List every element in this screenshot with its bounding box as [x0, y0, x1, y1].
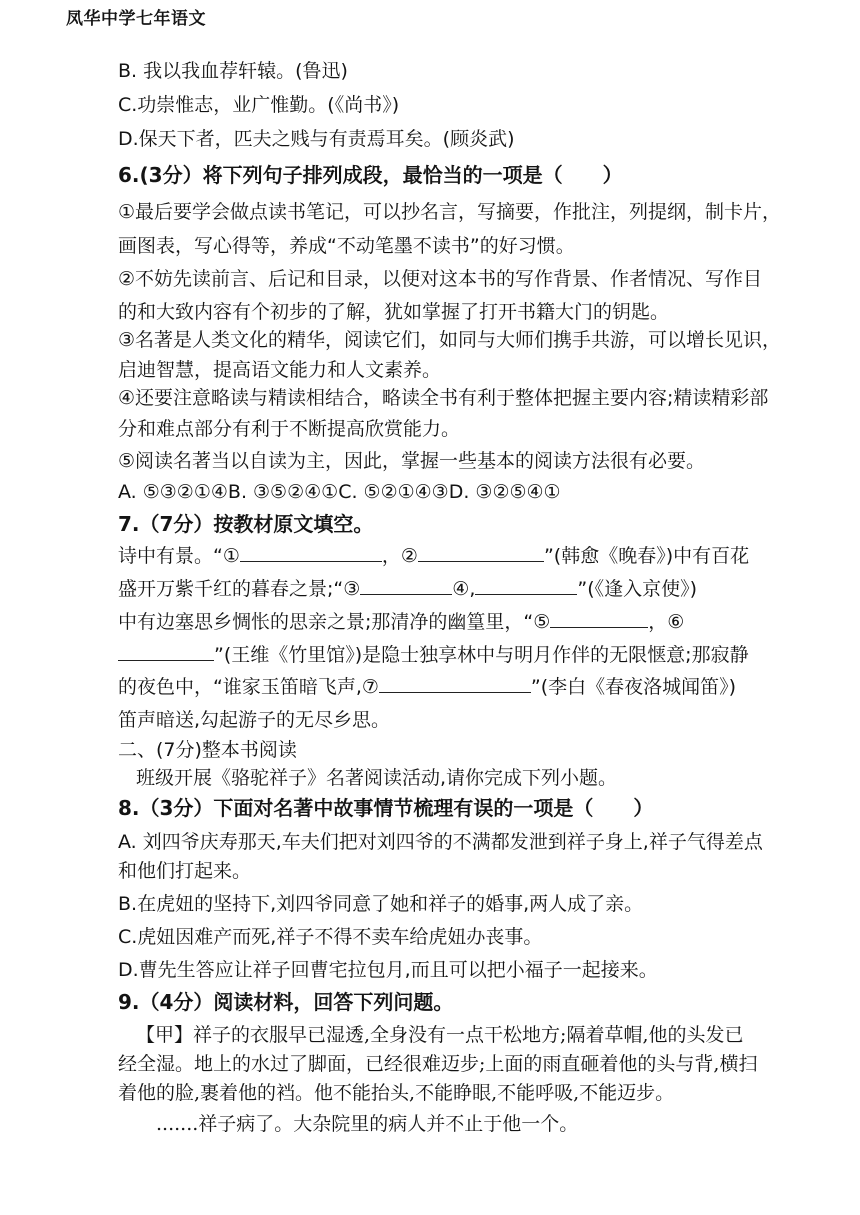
q9-title: 9.（4分）阅读材料，回答下列问题。 — [118, 990, 454, 1014]
q9-passage-line-2: 经全湿。地上的水过了脚面，已经很难迈步;上面的雨直砸着他的头与背,横扫 — [118, 1053, 758, 1075]
q6-sentence-3-cont: 启迪智慧，提高语文能力和人文素养。 — [118, 359, 442, 381]
q6-sentence-1-cont: 画图表，写心得等，养成“不动笔墨不读书”的好习惯。 — [118, 235, 575, 257]
q8-option-d: D.曹先生答应让祥子回曹宅拉包月,而且可以把小福子一起接来。 — [118, 959, 658, 981]
page-header: 凤华中学七年语文 — [66, 9, 206, 29]
q7-line-1-c: ”(韩愈《晚春》)中有百花 — [543, 545, 750, 567]
q6-sentence-5: ⑤阅读名著当以自读为主，因此，掌握一些基本的阅读方法很有必要。 — [118, 450, 706, 472]
blank-4[interactable] — [475, 576, 577, 595]
q8-option-a-cont: 和他们打起来。 — [118, 860, 252, 882]
q6-sentence-1: ①最后要学会做点读书笔记，可以抄名言，写摘要，作批注，列提纲，制卡片， — [118, 201, 782, 223]
q6-options: A. ⑤③②①④B. ③⑤②④①C. ⑤②①④③D. ③②⑤④① — [118, 481, 561, 503]
q7-line-3-b: ，⑥ — [648, 611, 685, 633]
blank-5[interactable] — [550, 609, 648, 628]
q9-passage-line-1: 【甲】祥子的衣服早已湿透,全身没有一点干松地方;隔着草帽,他的头发已 — [136, 1024, 744, 1046]
section-2-intro: 班级开展《骆驼祥子》名著阅读活动,请你完成下列小题。 — [136, 767, 618, 789]
q7-line-5 — [118, 674, 736, 700]
q7-line-3-a: 中有边塞思乡惆怅的思亲之景;那清净的幽篁里，“⑤ — [118, 611, 551, 633]
q7-line-1 — [118, 543, 749, 569]
q8-option-b: B.在虎妞的坚持下,刘四爷同意了她和祥子的婚事,两人成了亲。 — [118, 893, 644, 915]
q6-title: 6.(3分）将下列句子排列成段，最恰当的一项是（ ） — [118, 163, 623, 187]
q8-option-a: A. 刘四爷庆寿那天,车夫们把对刘四爷的不满都发泄到祥子身上,祥子气得差点 — [118, 831, 763, 853]
q8-option-c: C.虎妞因难产而死,祥子不得不卖车给虎妞办丧事。 — [118, 926, 543, 948]
q6-sentence-4: ④还要注意略读与精读相结合，略读全书有利于整体把握主要内容;精读精彩部 — [118, 387, 769, 409]
q5-option-d: D.保天下者，匹夫之贱与有责焉耳矣。(顾炎武) — [118, 128, 515, 150]
blank-3[interactable] — [360, 576, 452, 595]
blank-7[interactable] — [379, 674, 531, 693]
q5-option-b: B. 我以我血荐轩辕。(鲁迅) — [118, 60, 348, 82]
q7-line-5-a: 的夜色中，“谁家玉笛暗飞声,⑦ — [118, 676, 379, 698]
q7-line-4 — [118, 642, 749, 668]
q7-line-5-b: ”(李白《春夜洛城闻笛》) — [530, 676, 737, 698]
q7-line-6: 笛声暗送,勾起游子的无尽乡思。 — [118, 709, 391, 731]
q6-sentence-4-cont: 分和难点部分有利于不断提高欣赏能力。 — [118, 418, 461, 440]
q7-line-1-a: 诗中有景。“① — [118, 545, 240, 567]
q7-line-2-c: ”(《逢入京使》) — [577, 578, 698, 600]
q7-line-3 — [118, 609, 684, 635]
q6-sentence-2: ②不妨先读前言、后记和目录，以便对这本书的写作背景、作者情况、写作目 — [118, 268, 763, 290]
q5-option-c: C.功崇惟志，业广惟勤。(《尚书》) — [118, 94, 400, 116]
section-2-title: 二、(7分)整本书阅读 — [118, 739, 297, 761]
q7-line-2 — [118, 576, 697, 602]
q7-line-4-b: ”(王维《竹里馆》)是隐士独享林中与明月作伴的无限惬意;那寂静 — [214, 644, 749, 666]
q7-line-1-b: ，② — [381, 545, 418, 567]
q7-title: 7.（7分）按教材原文填空。 — [118, 512, 374, 536]
blank-6[interactable] — [118, 642, 214, 661]
q7-line-2-b: ④, — [452, 578, 476, 600]
q9-passage-line-3: 着他的脸,裹着他的裆。他不能抬头,不能睁眼,不能呼吸,不能迈步。 — [118, 1082, 675, 1104]
q6-sentence-2-cont: 的和大致内容有个初步的了解，犹如掌握了打开书籍大门的钥匙。 — [118, 301, 670, 323]
q6-sentence-3: ③名著是人类文化的精华，阅读它们，如同与大师们携手共游，可以增长见识， — [118, 329, 782, 351]
blank-1[interactable] — [240, 543, 382, 562]
q9-passage-line-4: .......祥子病了。大杂院里的病人并不止于他一个。 — [156, 1113, 579, 1135]
q8-title: 8.（3分）下面对名著中故事情节梳理有误的一项是（ ） — [118, 796, 654, 820]
q7-line-2-a: 盛开万紫千红的暮春之景;“③ — [118, 578, 361, 600]
blank-2[interactable] — [418, 543, 544, 562]
